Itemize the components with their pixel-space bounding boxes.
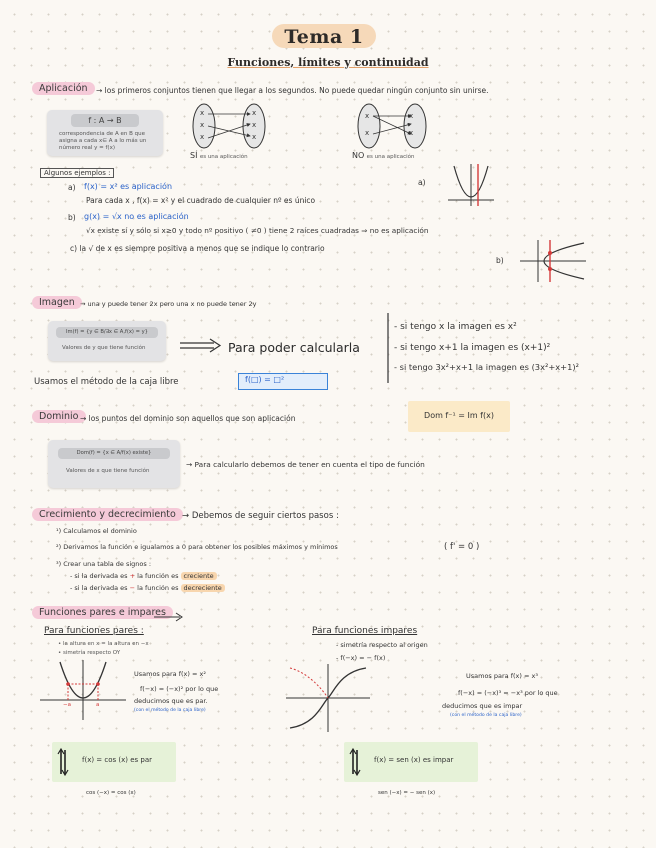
label-aplicacion: Aplicación	[32, 82, 95, 95]
page-subtitle: Funciones, límites y continuidad	[227, 56, 429, 69]
impares-example-note: (con el método de la caja libre)	[450, 713, 522, 718]
example-a-text: Para cada x , f(x) = x² y el cuadrado de cualquier nº es único	[86, 196, 316, 205]
pares-cos-text: f(x) = cos (x) es par	[82, 756, 153, 764]
pares-title: Para funciones pares :	[44, 626, 144, 636]
imagen-card-chip: Im(f) = {y ∈ B/∃x ∈ A,f(x) = y}	[56, 327, 158, 338]
crecimiento-step-2-note: ( f' = 0 )	[444, 542, 480, 552]
example-b-label: b)	[68, 213, 76, 222]
graph-a-label: a)	[418, 178, 426, 187]
parallel-arrows-icon	[58, 748, 68, 776]
imagen-card-text: Valores de y que tiene función	[62, 345, 146, 351]
label-paridad: Funciones pares e impares	[32, 606, 173, 619]
crecimiento-step-2: ²) Derivamos la función e igualamos a 0 para obtener los posibles máximos y mínimos	[56, 543, 338, 551]
impares-sen-card	[344, 742, 478, 782]
imagen-arrow-text: Para poder calcularla	[228, 340, 360, 355]
diagram-no-label: NO es una aplicación	[352, 151, 415, 160]
pares-example-3: deducimos que es par.	[134, 697, 208, 705]
graph-a-parabola	[448, 164, 494, 206]
graph-b-label: b)	[496, 256, 504, 265]
examples-title: Algunos ejemplos :	[40, 168, 114, 178]
crecimiento-definition: → Debemos de seguir ciertos pasos :	[182, 511, 339, 521]
pares-tick-neg: −a	[63, 702, 71, 708]
example-a-label: a)	[68, 183, 76, 192]
cross-mark: x	[200, 121, 205, 129]
cross-mark: x	[409, 129, 414, 137]
impares-sen-identity: sen (−x) = − sen (x)	[378, 790, 436, 796]
pares-bullet-1: • la altura en x = la altura en −x	[58, 641, 149, 647]
cross-mark: x	[252, 109, 257, 117]
cross-mark: x	[365, 112, 370, 120]
label-dominio: Dominio	[32, 410, 86, 423]
pares-cos-identity: cos (−x) = cos (x)	[86, 790, 136, 796]
example-a-title: f(x) = x² es aplicación	[84, 182, 173, 191]
pares-example-note: (con el método de la caja libre)	[134, 708, 206, 713]
cross-mark: x	[252, 121, 257, 129]
aplicacion-definition: → los primeros conjuntos tienen que llegar a los segundos. No puede quedar ningún conjunto sin unirse.	[96, 86, 489, 95]
example-c-text: c) la √ de x es siempre positiva a menos que se indique lo contrario	[70, 244, 325, 253]
imagen-list-item-2: - si tengo x+1 la imagen es (x+1)²	[394, 343, 551, 353]
list-bracket	[386, 313, 394, 385]
example-b-title: g(x) = √x no es aplicación	[84, 212, 189, 221]
cross-mark: x	[409, 112, 414, 120]
double-arrow-icon	[180, 339, 222, 353]
graph-b-sideways-parabola	[520, 240, 586, 282]
impares-example-2: f(−x) = (−x)³ = −x³ por lo que	[458, 689, 558, 697]
card-title: f : A → B	[71, 114, 139, 127]
cross-mark: x	[200, 133, 205, 141]
aplicacion-card	[47, 110, 163, 156]
card-line-2: asigna a cada x∈ A a lo más un	[59, 138, 147, 144]
pares-bullet-2: • simetría respecto OY	[58, 650, 121, 656]
card-line-3: número real y = f(x)	[59, 145, 115, 151]
pares-example-1: Usamos para f(x) = x²	[134, 670, 206, 678]
crecimiento-step-3b: - si la derivada es − la función es decreciente	[70, 584, 225, 592]
cross-mark: x	[200, 109, 205, 117]
crecimiento-step-1: ¹) Calculamos el dominio	[56, 527, 137, 535]
imagen-list-item-1: - si tengo x la imagen es x²	[394, 322, 517, 332]
label-crecimiento: Crecimiento y decrecimiento	[32, 508, 183, 521]
mapping-diagram-no	[355, 102, 445, 154]
pares-graph	[40, 660, 126, 720]
caja-libre-formula: f(□) = □²	[238, 373, 328, 390]
dominio-card-text: Valores de x que tiene función	[66, 468, 150, 474]
imagen-list-item-3: - si tengo 3x²+x+1 la imagen es (3x²+x+1)²	[394, 362, 579, 372]
dominio-card-chip: Dom(f) = {x ∈ A/f(x) existe}	[58, 448, 170, 459]
impares-title: Para funciones impares	[312, 626, 418, 636]
dominio-arrow-text: → Para calcularlo debemos de tener en cuenta el tipo de función	[186, 460, 425, 469]
dominio-card	[48, 440, 180, 488]
diagram-yes-label: SÍ es una aplicación	[190, 151, 248, 160]
dominio-sticky-note	[408, 401, 510, 432]
crecimiento-step-3: ³) Crear una tabla de signos :	[56, 560, 152, 568]
pares-cos-card	[52, 742, 176, 782]
crecimiento-step-3a: - si la derivada es + la función es creciente	[70, 572, 217, 580]
imagen-card	[48, 321, 166, 361]
cross-mark: x	[252, 133, 257, 141]
label-imagen: Imagen	[32, 296, 82, 309]
dominio-sticky-text: Dom f⁻¹ = Im f(x)	[424, 411, 494, 420]
dominio-definition: → los puntos del dominio son aquellos que son aplicación	[80, 414, 296, 423]
impares-bullet-1: - simetría respecto al origen	[336, 641, 428, 649]
impares-example-3: deducimos que es impar	[442, 702, 523, 710]
pares-tick-pos: a	[96, 702, 100, 708]
arrow-right-icon	[154, 613, 184, 621]
cross-mark: x	[365, 129, 370, 137]
parallel-arrows-icon	[350, 748, 360, 776]
pares-example-2: f(−x) = (−x)² por lo que	[140, 685, 219, 693]
impares-example-1: Usamos para f(x) = x³	[466, 672, 538, 680]
imagen-method-text: Usamos el método de la caja libre	[34, 377, 179, 387]
impares-sen-text: f(x) = sen (x) es impar	[374, 756, 454, 764]
page-title: Tema 1	[284, 26, 364, 48]
card-line-1: correspondencia de A en B que	[59, 131, 145, 137]
impares-graph	[286, 664, 370, 732]
imagen-definition: → una y puede tener 2x pero una x no puede tener 2y	[80, 300, 257, 308]
impares-bullet-2: - f(−x) = − f(x)	[336, 654, 386, 662]
example-b-text: √x existe sí y sólo si x≥0 y todo nº positivo ( ≠0 ) tiene 2 raíces cuadradas ⇒ no es aplicación	[86, 226, 429, 235]
